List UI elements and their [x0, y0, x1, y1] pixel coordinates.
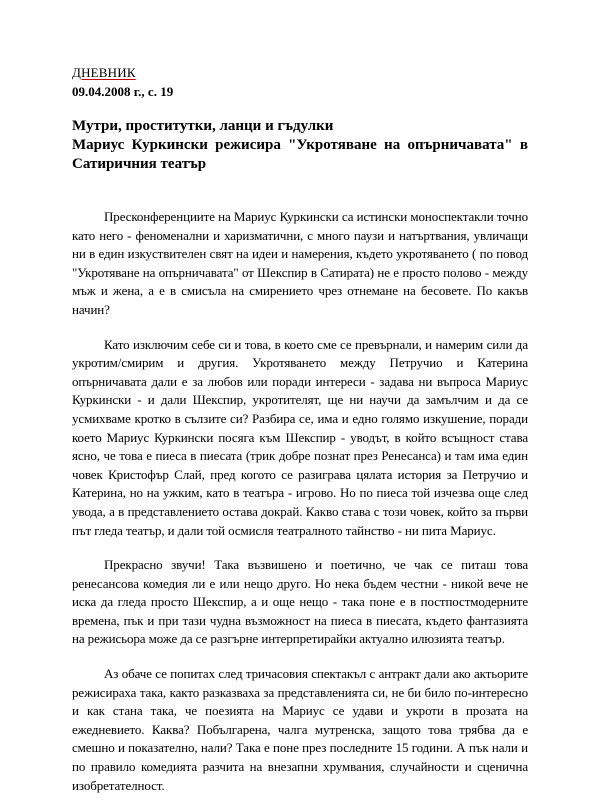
- headline-subtitle: Мариус Куркински режисира "Укротяване на опърничавата" в Сатиричния театър: [72, 137, 528, 172]
- headline-title: Мутри, проститутки, ланци и гъдулки: [72, 118, 334, 134]
- publication-date: 09.04.2008 г., с. 19: [72, 84, 174, 99]
- newspaper-name: ДНЕВНИК: [72, 65, 136, 80]
- document-page: [72, 64, 528, 800]
- article-body: [72, 208, 528, 795]
- article-paragraph: Прекрасно звучи! Така възвишено и поетично, че чак се питаш това ренесансова комедия ли е или нещо друго. Но нека бъдем честни - никой вече не иска да гледа просто Шекспир, а и още нещо - така поне е в постпостмодерните времена, пък и при тази чудна възможност на пиеса в пиесата, където фантазията на режисьора може да се разгърне интерпретирайки актуално илюзията театър.: [72, 557, 528, 647]
- article-headline: [72, 117, 528, 174]
- article-paragraph: Като изключим себе си и това, в което сме се превърнали, и намерим сили да укротим/смирим и другия. Укротяването между Петручио и Катерина опърничавата дали е за любов или поради интереси - задава ни въпроса Мариус Куркински - и дали Шекспир, укротителят, ще ни научи да замълчим и да се усмихваме кротко в сълзите си? Разбира се, има и едно голямо изкушение, поради което Мариус Куркински посяга към Шекспир - уводът, в който всъщност става ясно, че това е пиеса в пиесата (трик добре познат през Ренесанса) и там има един човек Кристофър Слай, пред когото се разиграва цялата история за Петручио и Катерина, но на ужким, като в театъра - игрово. Но по пиеса той изчезва още след увода, а в представлението остава докрай. Какво става с този човек, който за първи път гледа театър, и дали той осмисля театралното тайнство - ни пита Мариус.: [72, 336, 528, 538]
- article-paragraph: Пресконференциите на Мариус Куркински са истински моноспектакли точно като него - феноменални и харизматични, с много паузи и натъртвания, увличащи ни в един изкуствителен свят на идеи и намерения, където укротяването ( по повод "Укротяване на опърничавата" от Шекспир в Сатирата) не е просто полово - между мъж и жена, а е в смисъла на смирението чрез отнемане на бесовете. По какъв начин?: [72, 209, 528, 317]
- article-paragraph: Аз обаче се попитах след тричасовия спектакъл с антракт дали ако актьорите режисираха така, както разказваха за представленията си, не би било по-интересно и как стана така, че поезията на Мариус се удави и укроти в прозата на ежедневието. Каква? Побългарена, чалга мутренска, защото това трябва да е смешно и показателно, нали? Така е поне през последните 15 години. А пък нали и по правило комедията разчита на внезапни хрумвания, случайности и сценична изобретателност.: [72, 666, 528, 793]
